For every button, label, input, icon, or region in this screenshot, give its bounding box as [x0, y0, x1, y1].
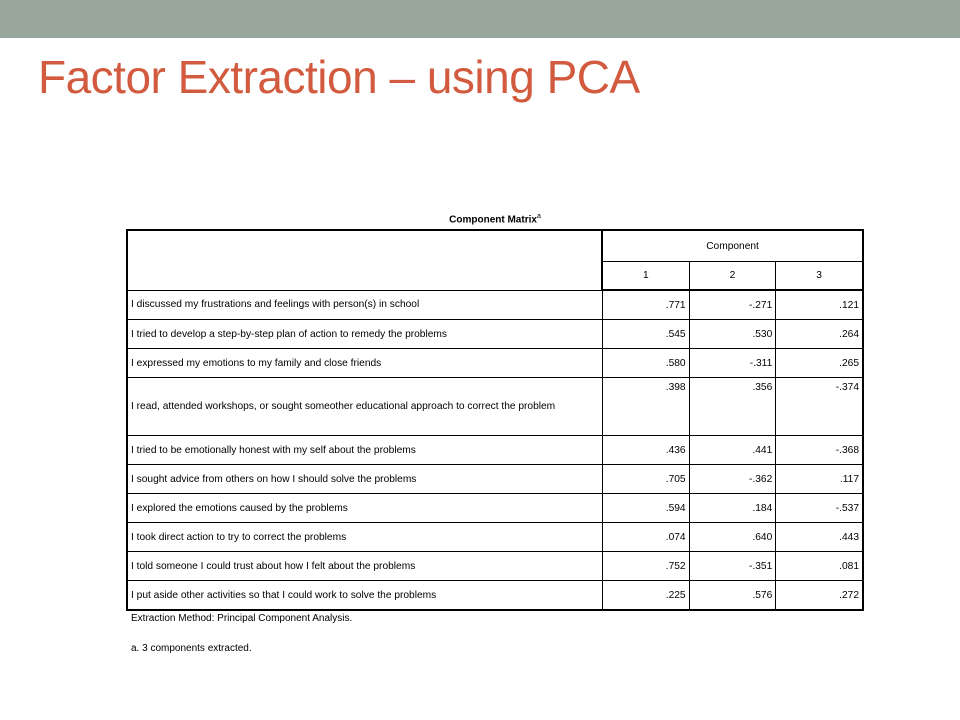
column-header-2: 2: [689, 262, 776, 291]
row-value: .081: [776, 552, 863, 581]
row-value: -.271: [689, 290, 776, 320]
row-label: I put aside other activities so that I could work to solve the problems: [127, 581, 602, 611]
row-value: .264: [776, 320, 863, 349]
row-value: -.374: [776, 378, 863, 436]
caption-superscript: a: [536, 213, 541, 220]
row-label: I told someone I could trust about how I felt about the problems: [127, 552, 602, 581]
row-value: .225: [602, 581, 689, 611]
row-value: .272: [776, 581, 863, 611]
row-value: .074: [602, 523, 689, 552]
row-value: -.537: [776, 494, 863, 523]
column-header-1: 1: [602, 262, 689, 291]
row-value: .640: [689, 523, 776, 552]
row-label: I took direct action to try to correct the problems: [127, 523, 602, 552]
row-value: .580: [602, 349, 689, 378]
row-label: I explored the emotions caused by the problems: [127, 494, 602, 523]
row-value: -.351: [689, 552, 776, 581]
slide-title: Factor Extraction – using PCA: [38, 51, 640, 103]
row-value: .356: [689, 378, 776, 436]
row-label: I read, attended workshops, or sought someother educational approach to correct the problem: [127, 378, 602, 436]
row-value: .121: [776, 290, 863, 320]
row-value: .398: [602, 378, 689, 436]
row-value: -.362: [689, 465, 776, 494]
row-value: .576: [689, 581, 776, 611]
column-header-3: 3: [776, 262, 863, 291]
components-extracted-note: a. 3 components extracted.: [131, 643, 252, 654]
row-label: I expressed my emotions to my family and close friends: [127, 349, 602, 378]
row-value: .771: [602, 290, 689, 320]
component-header: Component: [602, 230, 863, 262]
row-value: .117: [776, 465, 863, 494]
row-value: .443: [776, 523, 863, 552]
row-value: .594: [602, 494, 689, 523]
row-value: -.311: [689, 349, 776, 378]
table-caption: [127, 213, 863, 225]
row-value: .705: [602, 465, 689, 494]
row-value: .530: [689, 320, 776, 349]
extraction-method-note: Extraction Method: Principal Component Analysis.: [131, 613, 353, 624]
row-label: I discussed my frustrations and feelings with person(s) in school: [127, 290, 602, 320]
component-matrix-table: [126, 229, 864, 611]
row-value: .265: [776, 349, 863, 378]
row-label: I sought advice from others on how I should solve the problems: [127, 465, 602, 494]
row-label: I tried to be emotionally honest with my self about the problems: [127, 436, 602, 465]
row-label: I tried to develop a step-by-step plan of action to remedy the problems: [127, 320, 602, 349]
row-value: .436: [602, 436, 689, 465]
caption-text: Component Matrix: [449, 214, 537, 226]
row-value: .545: [602, 320, 689, 349]
row-value: .752: [602, 552, 689, 581]
row-value: .441: [689, 436, 776, 465]
header-empty-cell: [127, 230, 602, 290]
row-value: -.368: [776, 436, 863, 465]
top-accent-bar: [0, 0, 960, 38]
row-value: .184: [689, 494, 776, 523]
